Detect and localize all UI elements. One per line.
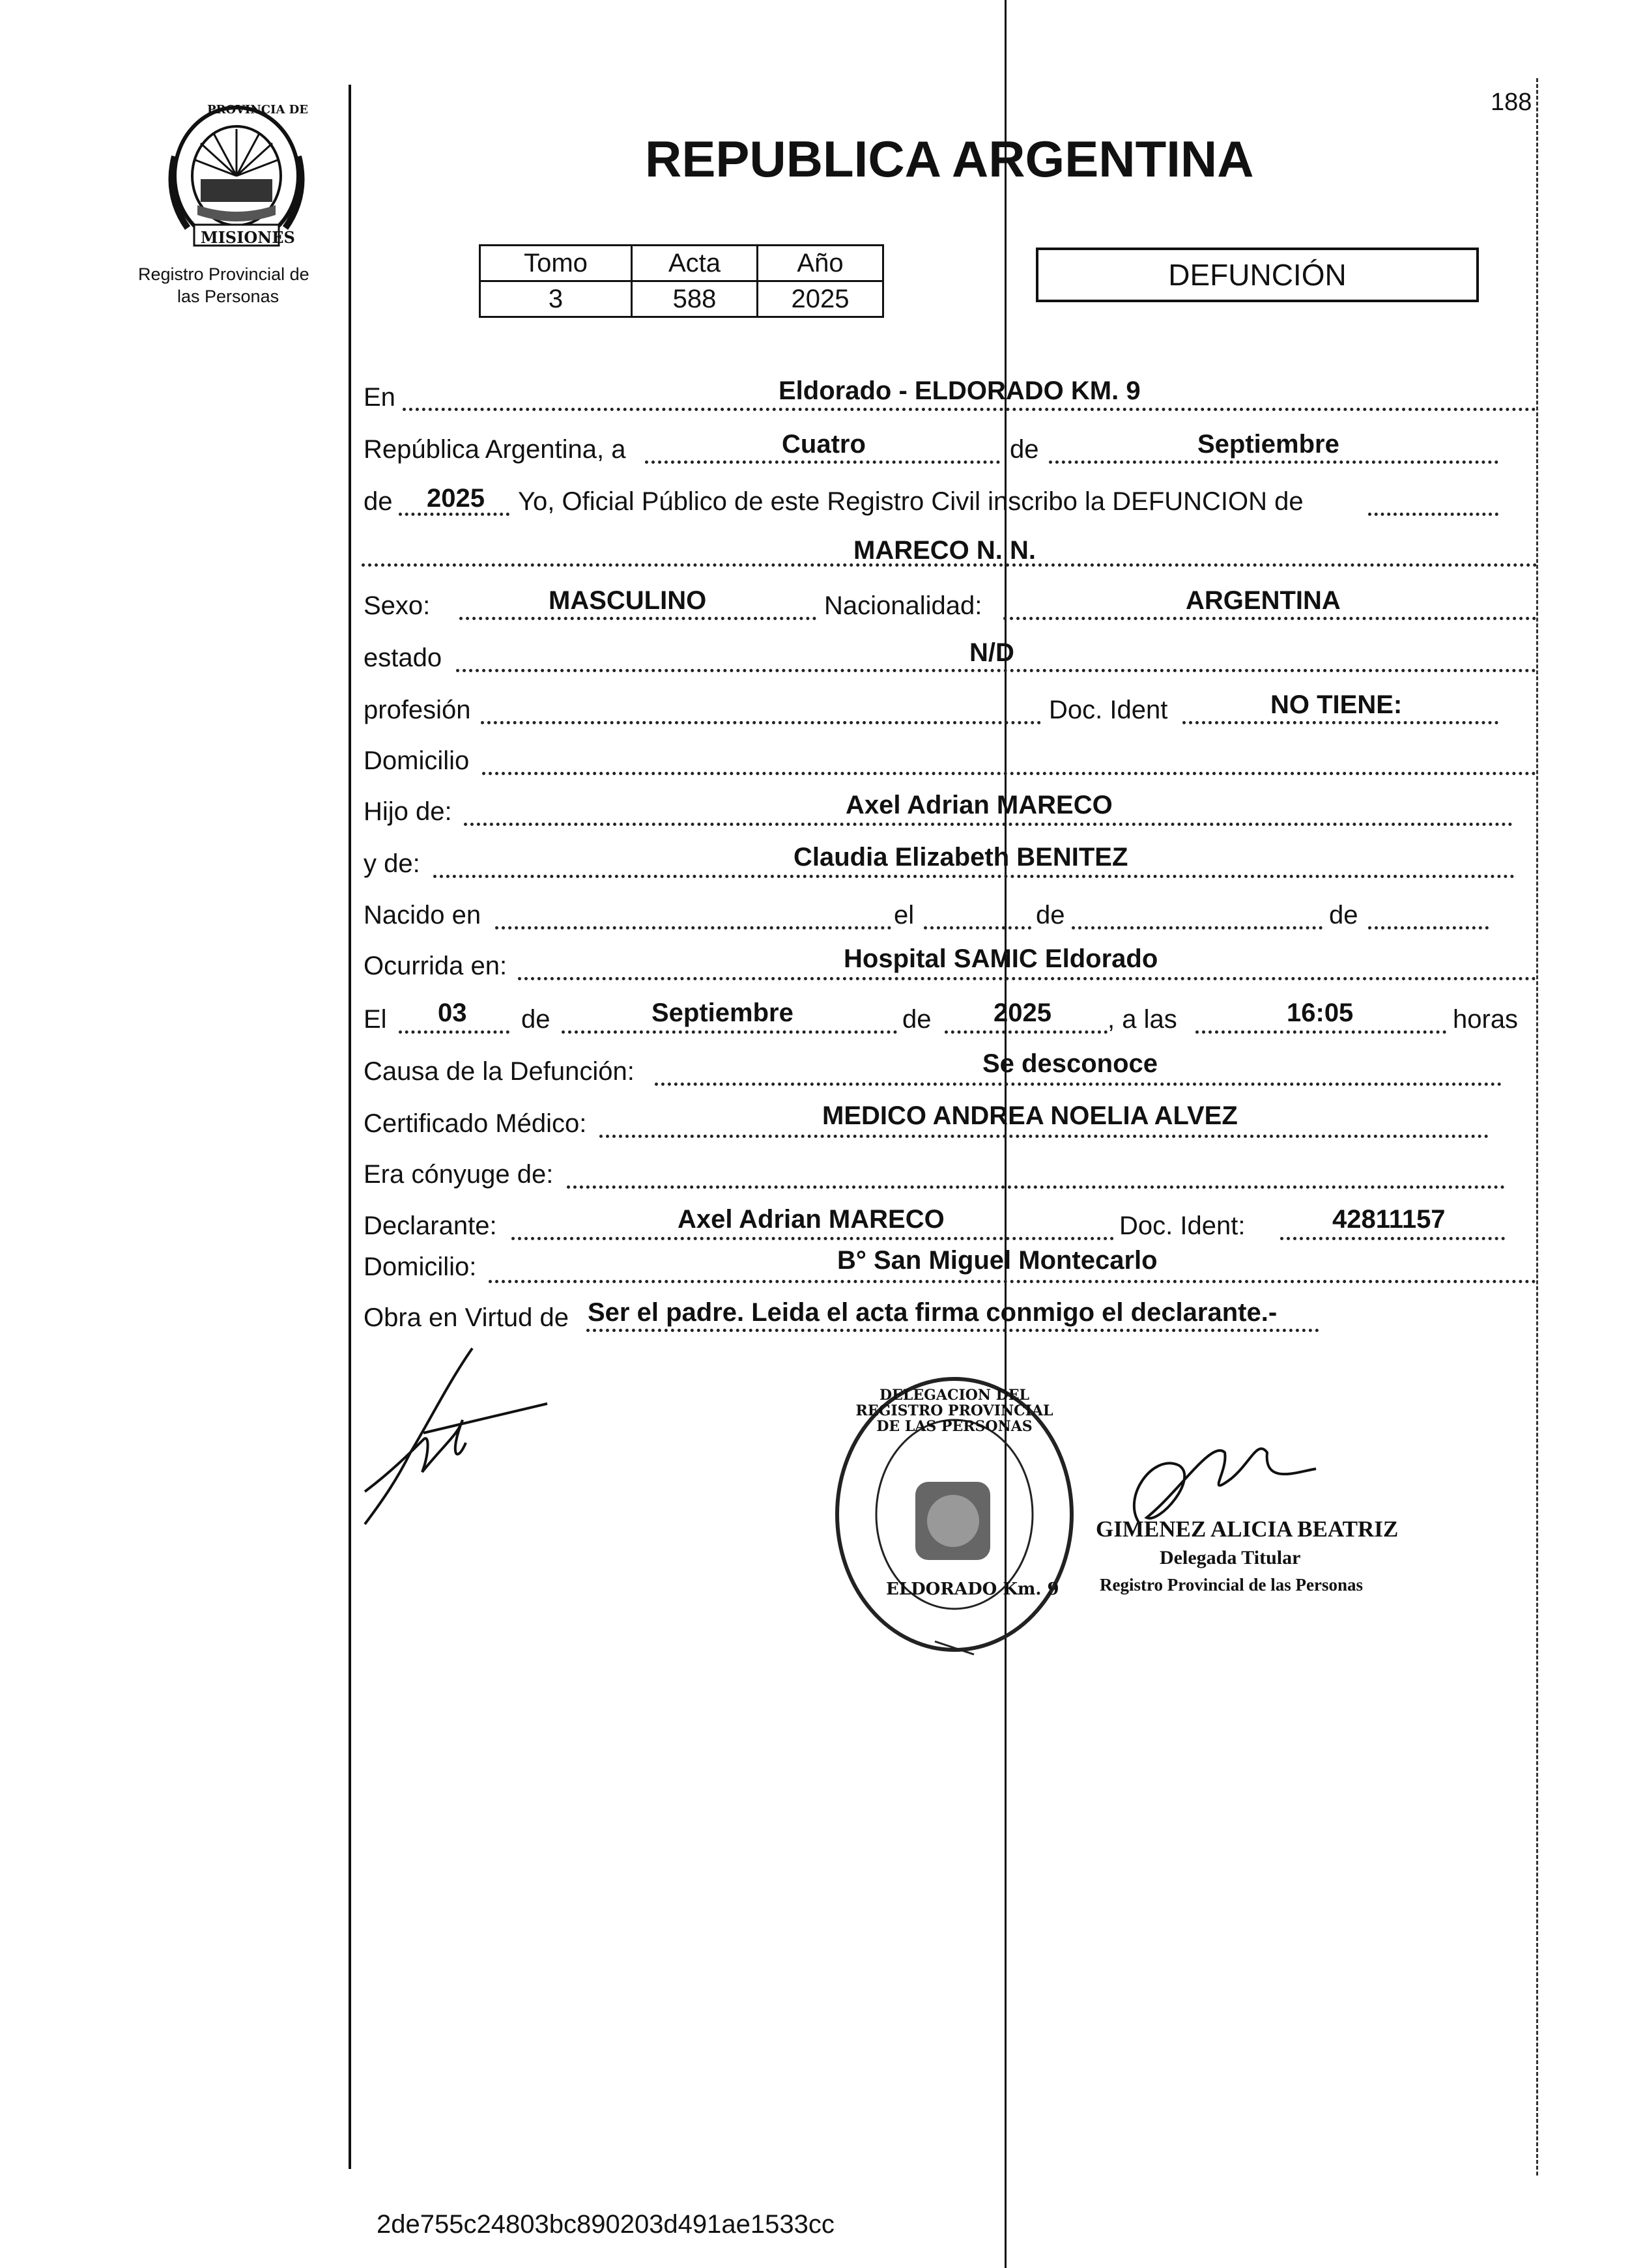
doc-type-label: DEFUNCIÓN xyxy=(1168,258,1347,292)
republica-label: República Argentina, a xyxy=(364,435,626,464)
document-hash: 2de755c24803bc890203d491ae1533cc xyxy=(377,2210,835,2239)
obra-label: Obra en Virtud de xyxy=(364,1303,569,1332)
domicilio1-dots xyxy=(482,772,1536,775)
nacido-de1-label: de xyxy=(1036,901,1065,929)
fecha-month-dots xyxy=(562,1030,897,1034)
yde-value: Claudia Elizabeth BENITEZ xyxy=(794,843,1128,872)
year-value: 2025 xyxy=(427,484,485,513)
declarante-value: Axel Adrian MARECO xyxy=(678,1205,945,1234)
nacionalidad-label: Nacionalidad: xyxy=(824,591,982,620)
record-table xyxy=(479,244,884,318)
certificado-label: Certificado Médico: xyxy=(364,1109,587,1138)
page-number: 188 xyxy=(1491,89,1532,116)
nacionalidad-dots xyxy=(1003,617,1536,620)
hijo-dots xyxy=(464,823,1513,826)
en-dots xyxy=(403,408,1536,411)
fecha-year-dots xyxy=(945,1030,1108,1034)
causa-label: Causa de la Defunción: xyxy=(364,1057,635,1086)
logo-caption-line1: Registro Provincial de xyxy=(138,264,309,284)
domicilio2-value: B° San Miguel Montecarlo xyxy=(837,1246,1158,1275)
yde-dots xyxy=(433,875,1515,878)
name-dots xyxy=(362,563,1537,567)
ocurrida-label: Ocurrida en: xyxy=(364,952,508,980)
republica-day: Cuatro xyxy=(782,430,866,459)
certificado-value: MEDICO ANDREA NOELIA ALVEZ xyxy=(822,1101,1238,1130)
logo-bottom-text: MISIONES xyxy=(201,228,295,247)
declarante-dots xyxy=(511,1237,1114,1240)
stamp-ring-text: DELEGACION DEL REGISTRO PROVINCIAL DE LAS PERSONAS xyxy=(855,1387,1053,1436)
causa-value: Se desconoce xyxy=(982,1049,1158,1078)
year-tail-dots xyxy=(1368,513,1498,516)
estado-dots xyxy=(456,669,1536,672)
misiones-coat-of-arms-logo xyxy=(162,98,311,254)
stamp-inner-text: ELDORADO Km. 9 xyxy=(886,1580,1059,1599)
record-header-tomo: Tomo xyxy=(480,246,632,281)
fecha-year: 2025 xyxy=(994,999,1051,1027)
year-inscribo-text: Yo, Oficial Público de este Registro Civil inscribo la DEFUNCION de xyxy=(518,487,1304,516)
ocurrida-value: Hospital SAMIC Eldorado xyxy=(844,944,1158,973)
en-value: Eldorado - ELDORADO KM. 9 xyxy=(779,376,1141,405)
record-value-acta: 588 xyxy=(632,281,758,317)
logo-arc-text: PROVINCIA DE xyxy=(207,103,309,117)
fecha-horas-label: horas xyxy=(1453,1005,1519,1034)
logo-caption-line2: las Personas xyxy=(177,287,279,306)
fecha-de2-label: de xyxy=(902,1005,932,1034)
record-value-anio: 2025 xyxy=(758,281,883,317)
year-de-label: de xyxy=(364,487,393,516)
nacido-label: Nacido en xyxy=(364,901,481,929)
certificado-dots xyxy=(599,1135,1489,1138)
obra-dots xyxy=(586,1329,1319,1332)
year-dots xyxy=(399,513,509,516)
nacionalidad-value: ARGENTINA xyxy=(1186,586,1341,615)
sexo-value: MASCULINO xyxy=(549,586,707,615)
yde-label: y de: xyxy=(364,849,420,878)
declarante-doc-value: 42811157 xyxy=(1332,1205,1446,1234)
fecha-el-label: El xyxy=(364,1005,387,1034)
doc-type-box xyxy=(1036,248,1479,302)
hijo-label: Hijo de: xyxy=(364,797,452,826)
fecha-alas-label: , a las xyxy=(1108,1005,1177,1034)
nacido-year-dots xyxy=(1368,926,1489,929)
fecha-day-dots xyxy=(399,1030,509,1034)
domicilio1-label: Domicilio xyxy=(364,746,470,775)
official-stamp xyxy=(824,1368,1085,1674)
ocurrida-dots xyxy=(518,977,1536,980)
official-office: Registro Provincial de las Personas xyxy=(1100,1575,1363,1595)
conyuge-label: Era cónyuge de: xyxy=(364,1160,554,1189)
profesion-label: profesión xyxy=(364,696,471,724)
official-name: GIMENEZ ALICIA BEATRIZ xyxy=(1096,1516,1399,1542)
domicilio2-label: Domicilio: xyxy=(364,1253,477,1281)
fold-line xyxy=(1005,0,1007,2268)
fecha-de1-label: de xyxy=(521,1005,550,1034)
nacido-de2-label: de xyxy=(1329,901,1358,929)
declarante-doc-dots xyxy=(1280,1237,1505,1240)
nacido-day-dots xyxy=(924,926,1031,929)
fecha-month: Septiembre xyxy=(651,999,794,1027)
right-margin-line xyxy=(1536,78,1538,2176)
nacido-place-dots xyxy=(495,926,891,929)
profesion-doc-label: Doc. Ident xyxy=(1049,696,1168,724)
declarant-signature xyxy=(352,1342,573,1531)
deceased-name: MARECO N. N. xyxy=(853,536,1036,565)
republica-month-dots xyxy=(1049,461,1498,464)
sexo-label: Sexo: xyxy=(364,591,431,620)
nacido-el-label: el xyxy=(894,901,915,929)
republica-day-dots xyxy=(645,461,1000,464)
profesion-dots xyxy=(481,721,1041,724)
causa-dots xyxy=(655,1083,1502,1086)
domicilio2-dots xyxy=(489,1280,1536,1283)
record-header-acta: Acta xyxy=(632,246,758,281)
nacido-month-dots xyxy=(1072,926,1323,929)
conyuge-dots xyxy=(567,1185,1505,1189)
declarante-label: Declarante: xyxy=(364,1212,497,1240)
estado-value: N/D xyxy=(969,638,1014,667)
record-value-tomo: 3 xyxy=(480,281,632,317)
declarante-doc-label: Doc. Ident: xyxy=(1119,1212,1246,1240)
left-margin-line xyxy=(349,85,351,2169)
profesion-doc-value: NO TIENE: xyxy=(1270,690,1403,719)
fecha-day: 03 xyxy=(438,999,467,1027)
estado-label: estado xyxy=(364,644,442,672)
profesion-doc-dots xyxy=(1182,721,1498,724)
republica-month: Septiembre xyxy=(1197,430,1339,459)
fecha-time-dots xyxy=(1195,1030,1446,1034)
fecha-time: 16:05 xyxy=(1287,999,1354,1027)
en-label: En xyxy=(364,383,395,412)
obra-value: Ser el padre. Leida el acta firma conmigo el declarante.- xyxy=(588,1298,1278,1327)
sexo-dots xyxy=(459,617,816,620)
official-title: Delegada Titular xyxy=(1160,1547,1301,1568)
hijo-value: Axel Adrian MARECO xyxy=(846,791,1113,819)
record-header-anio: Año xyxy=(758,246,883,281)
page-title: REPUBLICA ARGENTINA xyxy=(645,130,1254,188)
republica-de-label: de xyxy=(1010,435,1039,464)
